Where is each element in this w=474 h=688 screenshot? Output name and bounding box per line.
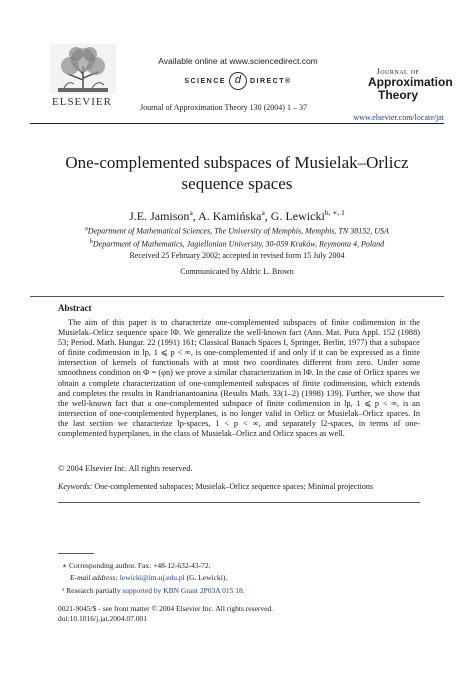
abstract-body: [58, 318, 420, 439]
author-affil-mark: b, ∗, 1: [324, 208, 345, 217]
author-affil-mark: a: [189, 208, 193, 217]
author-list: J.E. Jamison$^a$, A. Kamińska$^a$, G. Lewicki$^{b, ∗, 1}$: [129, 208, 345, 223]
abstract-top-rule: [30, 296, 444, 297]
footnote-corresponding: ∗ Corresponding author. Fax: +48-12-632-43-72.: [62, 561, 211, 570]
communicated-by: Communicated by Aldric L. Brown: [180, 267, 294, 276]
sciencedirect-logo: [118, 72, 358, 90]
sciencedirect-mark: ®: [285, 77, 292, 85]
affiliation: $^b$Department of Mathematics, Jagiellonian University, 30-059 Kraków, Reymonta 4, Poland: [89, 238, 385, 249]
author-name: G. Lewicki: [270, 209, 325, 223]
keywords: [58, 482, 373, 491]
publisher-name: ELSEVIER: [52, 96, 112, 108]
issn-line: 0021-9045/$ - see front matter © 2004 Elsevier Inc. All rights reserved.: [58, 604, 274, 613]
received-dates: Received 25 February 2002; accepted in revised form 15 July 2004: [129, 251, 345, 260]
sciencedirect-at-icon: d: [229, 72, 247, 90]
email-suffix: (G. Lewicki).: [186, 573, 228, 582]
email-label: E-mail address:: [70, 573, 118, 582]
journal-logo-line3: Theory: [377, 87, 418, 102]
journal-logo-line2: Approximation: [368, 75, 453, 90]
journal-url-link[interactable]: www.elsevier.com/locate/jat: [353, 113, 444, 122]
sciencedirect-right: DIRECT: [249, 77, 285, 85]
keywords-label: Keywords:: [58, 482, 93, 491]
abstract-heading: Abstract: [58, 303, 92, 313]
footnote-email: [70, 573, 227, 583]
header-center: [118, 56, 358, 90]
title-line-1: One-complemented subspaces of Musielak–Orlicz: [65, 153, 409, 172]
journal-logo-line1: Journal of: [376, 67, 420, 76]
abstract-copyright: © 2004 Elsevier Inc. All rights reserved.: [58, 464, 193, 473]
email-link[interactable]: lewicki@im.uj.edu.pl: [119, 573, 185, 582]
affiliations: [30, 224, 444, 249]
article-title: [30, 152, 444, 194]
footnote-rule: [58, 553, 94, 554]
header-rule: [30, 123, 444, 124]
sciencedirect-left: SCIENCE: [184, 77, 226, 85]
title-line-2: sequence spaces: [181, 174, 293, 193]
research-prefix: ¹ Research partially: [62, 586, 121, 595]
author-name: A. Kamińska: [198, 209, 262, 223]
affiliation: $^a$Department of Mathematical Sciences, The University of Memphis, Memphis, TN 38152, USA: [85, 226, 389, 236]
author-affil-mark: a: [261, 208, 265, 217]
keywords-bottom-rule: [58, 502, 420, 503]
abstract-paragraph: The aim of this paper is to characterize one-complemented subspaces of finite codimension in the Musielak–Orlicz sequence space lΦ. We generalize the well-known fact (Ann. Mat. Pura Appl. 152 (1988) 53; Period. Math. Hungar. 22 (1991) 161; Classical Banach Spaces I, Springer, Berlin, 1977) that a subspace of finite codimension in lp, 1 ⩽ p < ∞, is one-complemented if and only if it can be expressed as a finite intersection of kernels of functionals with at most two coordinates different from zero. Under some smoothness condition on Φ = (φn) we prove a similar characterization in lΦ. In the case of Orlicz spaces we obtain a complete characterization of one-complemented subspaces of finite codimension, which extends and completes the results in Randrianantoanina (Results Math. 33(1–2) (1998) 139). Further, we show that the well-known fact that a one-complemented subspace of finite codimension in lp, 1 ⩽ p < ∞, is an intersection of one-complemented hyperplanes, is no longer valid in Orlicz or Musielak–Orlicz spaces. In the last section we characterize lp-spaces, 1 < p < ∞, and separately l2-spaces, in terms of one-complemented hyperplanes, in the class of Musielak–Orlicz and Orlicz spaces as well.: [58, 318, 420, 439]
available-online-text: Available online at www.sciencedirect.com: [158, 56, 318, 66]
journal-logo: [368, 67, 453, 102]
keywords-text: One-complemented subspaces; Musielak–Orlicz sequence spaces; Minimal projections: [94, 482, 373, 491]
research-grant-link[interactable]: supported by KBN Grant 2P03A 015 18.: [122, 586, 245, 595]
doi-line[interactable]: doi:10.1016/j.jat.2004.07.001: [58, 614, 147, 623]
author-name: J.E. Jamison: [129, 209, 190, 223]
footnote-research: [62, 586, 245, 596]
journal-citation: Journal of Approximation Theory 130 (2004) 1 – 37: [140, 103, 307, 112]
